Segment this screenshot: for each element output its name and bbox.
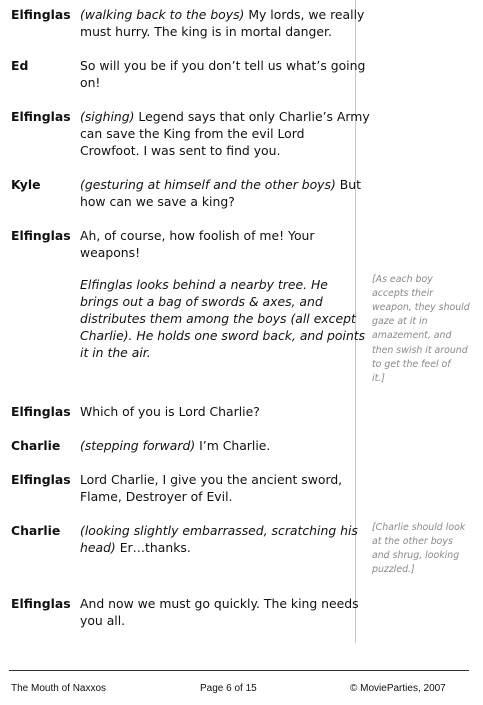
director-note-line: [As each boy (372, 274, 433, 285)
dialogue-text: I’m Charlie. (195, 438, 271, 453)
dialogue-text: Crowfoot. I was sent to find you. (80, 143, 281, 158)
stage-direction-text: (walking back to the boys) (80, 7, 245, 22)
director-note-line: weapon, they should (372, 302, 470, 314)
footer-rule (9, 670, 469, 671)
speaker-name: Elfinglas (11, 7, 71, 22)
dialogue-text: how can we save a king? (80, 194, 235, 209)
stage-direction-line (80, 327, 365, 344)
director-note-line: amazement, and (372, 330, 452, 342)
stage-direction-text: Charlie). He holds one sword back, and points (80, 328, 366, 343)
dialogue-line (80, 244, 140, 261)
director-note-line: then swish it around (372, 344, 468, 356)
stage-direction-text: distributes them among the boys (all except (80, 311, 356, 326)
dialogue-line (80, 142, 280, 159)
dialogue-text: you all. (80, 613, 126, 628)
stage-direction-text: (sighing) (80, 109, 135, 124)
dialogue-line (80, 74, 100, 91)
dialogue-line (80, 471, 342, 488)
stage-direction-text: (looking slightly embarrassed, scratching his (80, 523, 358, 538)
stage-direction-text: brings out a bag of swords & axes, and (80, 294, 323, 309)
dialogue-text: Which of you is Lord Charlie? (80, 404, 260, 419)
director-note-line: gaze at it in (372, 316, 428, 328)
speaker-name: Elfinglas (11, 228, 71, 243)
dialogue-line (80, 193, 235, 210)
stage-direction-text: it in the air. (80, 345, 151, 360)
stage-direction-line (80, 310, 356, 327)
dialogue-line (80, 522, 358, 539)
dialogue-line (80, 176, 361, 193)
dialogue-text: Lord Charlie, I give you the ancient sword, (80, 472, 343, 487)
director-note-line: and shrug, looking (372, 550, 460, 562)
dialogue-line (80, 23, 332, 40)
dialogue-line (80, 612, 125, 629)
speaker-name: Ed (11, 58, 29, 73)
speaker-name: Elfinglas (11, 472, 71, 487)
dialogue-text: weapons! (80, 245, 141, 260)
dialogue-line (80, 57, 365, 74)
speaker-name: Elfinglas (11, 109, 71, 124)
dialogue-text: But (335, 177, 361, 192)
dialogue-text: And now we must go quickly. The king needs (80, 596, 359, 611)
stage-direction-text: (stepping forward) (80, 438, 196, 453)
dialogue-text: on! (80, 75, 101, 90)
director-note-line: puzzled.] (372, 564, 415, 576)
footer-copyright: © MovieParties, 2007 (350, 683, 446, 694)
dialogue-text: Flame, Destroyer of Evil. (80, 489, 233, 504)
dialogue-line (80, 6, 364, 23)
dialogue-text: So will you be if you don’t tell us what’s going (80, 58, 366, 73)
speaker-name: Charlie (11, 523, 61, 538)
dialogue-text: My lords, we really (244, 7, 365, 22)
dialogue-text: can save the King from the evil Lord (80, 126, 305, 141)
speaker-name: Kyle (11, 177, 41, 192)
director-note-line: it.] (372, 372, 385, 384)
dialogue-line (80, 437, 270, 454)
director-note-line: to get the feel of (372, 358, 451, 370)
dialogue-line (80, 488, 232, 505)
stage-direction-text: Elfinglas looks behind a nearby tree. He (80, 277, 328, 292)
dialogue-text: Er…thanks. (115, 540, 191, 555)
footer-page-number: Page 6 of 15 (200, 683, 257, 694)
footer-title: The Mouth of Naxxos (11, 683, 107, 694)
director-note-line: [Charlie should look (372, 522, 466, 533)
stage-direction-text: head) (80, 540, 116, 555)
stage-direction-text: (gesturing at himself and the other boys) (80, 177, 336, 192)
director-note-line: at the other boys (372, 536, 453, 548)
stage-direction-line (80, 344, 151, 361)
stage-direction-line (80, 293, 323, 310)
dialogue-text: Legend says that only Charlie’s Army (134, 109, 370, 124)
speaker-name: Elfinglas (11, 404, 71, 419)
director-note-line: accepts their (372, 288, 434, 300)
dialogue-text: Ah, of course, how foolish of me! Your (80, 228, 315, 243)
dialogue-line (80, 403, 260, 420)
dialogue-line (80, 125, 304, 142)
dialogue-line (80, 227, 314, 244)
dialogue-line (80, 595, 359, 612)
dialogue-text: must hurry. The king is in mortal danger. (80, 24, 332, 39)
dialogue-line (80, 539, 191, 556)
speaker-name: Charlie (11, 438, 61, 453)
dialogue-line (80, 108, 370, 125)
speaker-name: Elfinglas (11, 596, 71, 611)
stage-direction-line (80, 276, 328, 293)
